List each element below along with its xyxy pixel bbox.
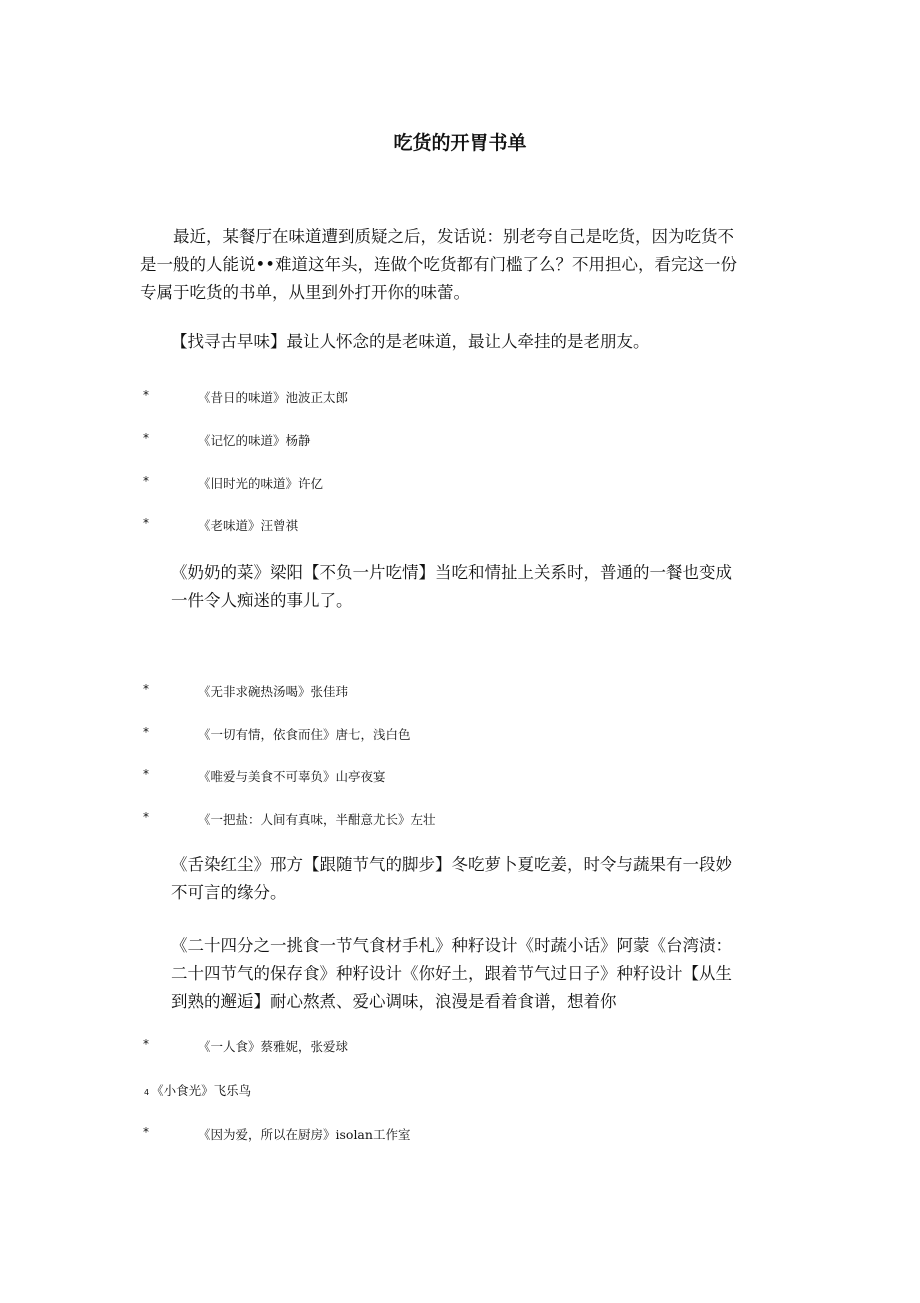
book-title: 《唯爱与美食不可辜负》山亭夜宴	[198, 769, 386, 784]
section-heading-cooking: 《二十四分之一挑食一节气食材手札》种籽设计《时蔬小话》阿蒙《台湾渍：二十四节气的保存食》种籽设计《你好土，跟着节气过日子》种籽设计【从生到熟的邂逅】耐心熬煮、爱心调味，浪漫是看着食谱，想着你	[171, 936, 732, 1011]
list-item	[0, 1037, 920, 1057]
book-title-row	[144, 1081, 251, 1099]
book-title: 《昔日的味道》池波正太郎	[198, 390, 349, 405]
bullet-marker: *	[143, 1125, 149, 1139]
list-item	[0, 682, 920, 702]
book-title: 《老味道》汪曾祺	[198, 518, 299, 533]
book-title: 《因为爱，所以在厨房》isolan工作室	[198, 1127, 411, 1142]
book-title: 《一人食》蔡雅妮，张爱球	[198, 1039, 349, 1054]
book-title: 《旧时光的味道》许亿	[198, 476, 324, 491]
section-heading-affection: 《奶奶的菜》梁阳【不负一片吃情】当吃和情扯上关系时，普通的一餐也变成一件令人痴迷的事儿了。	[171, 563, 732, 610]
section-heading-nostalgia: 【找寻古早味】最让人怀念的是老味道，最让人牵挂的是老朋友。	[171, 332, 650, 351]
bullet-marker: *	[143, 810, 149, 824]
book-title: 《一把盐：人间有真味，半酣意尤长》左壮	[198, 812, 436, 827]
bullet-marker: *	[143, 388, 149, 402]
list-item	[0, 516, 920, 536]
list-item	[0, 1081, 920, 1101]
book-title: 《无非求碗热汤喝》张佳玮	[198, 684, 349, 699]
list-item	[0, 431, 920, 451]
list-item	[0, 725, 920, 745]
book-title: 《一切有情，依食而住》唐七，浅白色	[198, 727, 411, 742]
bullet-marker: *	[143, 431, 149, 445]
list-marker: 4	[144, 1088, 150, 1097]
list-item	[0, 767, 920, 787]
bullet-marker: *	[143, 516, 149, 530]
bullet-marker: *	[143, 767, 149, 781]
bullet-marker: *	[143, 1037, 149, 1051]
bullet-marker: *	[143, 474, 149, 488]
section-heading-seasons: 《舌染红尘》邢方【跟随节气的脚步】冬吃萝卜夏吃姜，时令与蔬果有一段妙不可言的缘分。	[171, 855, 732, 902]
bullet-marker: *	[143, 682, 149, 696]
list-item	[0, 474, 920, 494]
list-item	[0, 810, 920, 830]
list-item	[0, 388, 920, 408]
bullet-marker: *	[143, 725, 149, 739]
book-title: 《记忆的味道》杨静	[198, 433, 311, 448]
book-title: 《小食光》飞乐鸟	[151, 1083, 252, 1098]
list-item	[0, 1125, 920, 1145]
intro-paragraph: 最近，某餐厅在味道遭到质疑之后，发话说：别老夸自己是吃货，因为吃货不是一般的人能说••难道这年头，连做个吃货都有门槛了么？不用担心，看完这一份专属于吃货的书单，从里到外打开你的味蕾。	[140, 227, 737, 302]
page-title: 吃货的开胃书单	[393, 132, 527, 154]
